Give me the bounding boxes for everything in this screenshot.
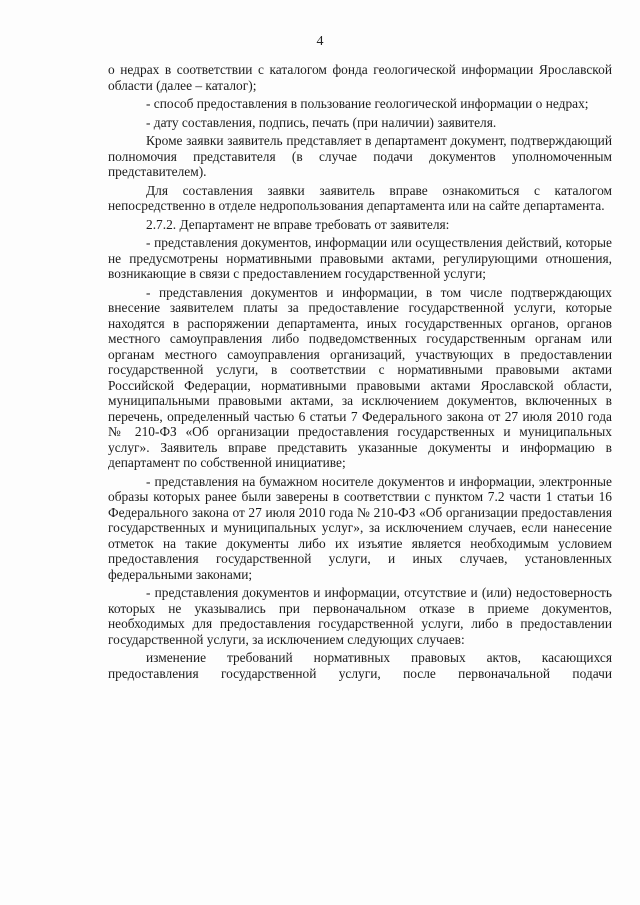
paragraph-catalog-continuation: о недрах в соответствии с каталогом фонда геологической информации Ярославской области (далее – каталог); xyxy=(108,62,612,93)
paragraph-requirement-change: изменение требований нормативных правовых актов, касающихся предоставления государственной услуги, после первоначальной подачи xyxy=(108,650,612,681)
page-number: 4 xyxy=(316,34,324,49)
paragraph-documents-in-possession: - представления документов и информации, в том числе подтверждающих внесение заявителем платы за предоставление государственной услуги, которые находятся в распоряжении департамента, иных государственных органов, органов местного самоуправления либо подведомственных государственным органам или органам местного самоуправления организаций, участвующих в предоставлении государственной услуги, в соответствии с нормативными правовыми актами Российской Федерации, нормативными правовыми актами Ярославской области, муниципальными правовыми актами, за исключением документов, включенных в перечень, определенный частью 6 статьи 7 Федерального закона от 27 июля 2010 года № 210-ФЗ «Об организации предоставления государственных и муниципальных услуг». Заявитель вправе представить указанные документы и информацию в департамент по собственной инициативе; xyxy=(108,284,612,470)
section-heading-2-7-2: 2.7.2. Департамент не вправе требовать от заявителя: xyxy=(146,216,450,232)
paragraph-date-signature: - дату составления, подпись, печать (при наличии) заявителя. xyxy=(146,114,497,130)
paragraph-missing-documents: - представления документов и информации, отсутствие и (или) недостоверность которых не указывались при первоначальном отказе в приеме документов, необходимых для предоставления государственной услуги, либо в предоставлении государственной услуги, за исключением следующих случаев: xyxy=(108,585,612,647)
paragraph-catalog-access: Для составления заявки заявитель вправе ознакомиться с каталогом непосредственно в отделе недропользования департамента или на сайте департамента. xyxy=(108,182,612,213)
document-body xyxy=(108,62,612,684)
paragraph-paper-copies: - представления на бумажном носителе документов и информации, электронные образы которых ранее были заверены в соответствии с пунктом 7.2 части 1 статьи 16 Федерального закона от 27 июля 2010 года № 210-ФЗ «Об организации предоставления государственных и муниципальных услуг», за исключением случаев, если нанесение отметок на такие документы либо их изъятие является необходимым условием предоставления государственной услуги, и иных случаев, установленных федеральными законами; xyxy=(108,473,612,582)
paragraph-method: - способ предоставления в пользование геологической информации о недрах; xyxy=(146,96,589,111)
paragraph-no-extra-actions: - представления документов, информации или осуществления действий, которые не предусмотрены нормативными правовыми актами, регулирующими отношения, возникающие в связи с предоставлением государственной услуги; xyxy=(108,235,612,281)
paragraph-authority-document: Кроме заявки заявитель представляет в департамент документ, подтверждающий полномочия представителя (в случае подачи документов уполномоченным представителем). xyxy=(108,133,612,179)
